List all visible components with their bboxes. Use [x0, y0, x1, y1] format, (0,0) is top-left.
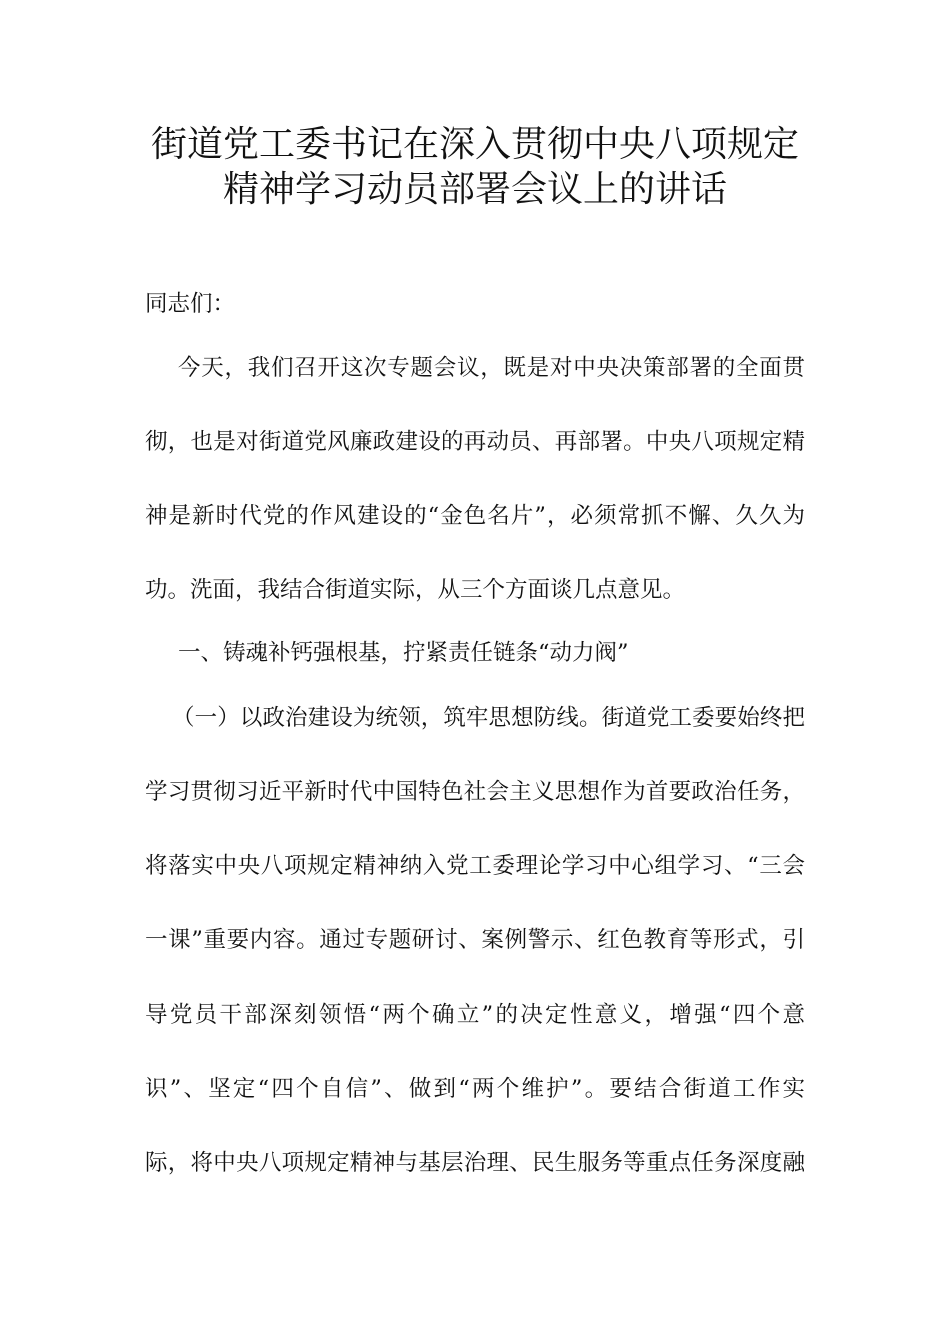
body-line: 将落实中央八项规定精神纳入党工委理论学习中心组学习、“三会: [145, 853, 805, 879]
document-title-line-2: 精神学习动员部署会议上的讲话: [222, 169, 727, 210]
body-line: 际，将中央八项规定精神与基层治理、民生服务等重点任务深度融: [145, 1150, 805, 1176]
document-title-line-1: 街道党工委书记在深入贯彻中央八项规定: [150, 124, 799, 165]
salutation: 同志们：: [145, 291, 236, 317]
body-line: 学习贯彻习近平新时代中国特色社会主义思想作为首要政治任务，: [145, 779, 805, 805]
body-line: 今天，我们召开这次专题会议，既是对中央决策部署的全面贯: [178, 355, 805, 381]
body-line: 神是新时代党的作风建设的“金色名片”，必须常抓不懈、久久为: [145, 503, 805, 529]
body-line: 彻，也是对街道党风廉政建设的再动员、再部署。中央八项规定精: [145, 429, 805, 455]
body-line: 识”、坚定“四个自信”、做到“两个维护”。要结合街道工作实: [145, 1076, 805, 1102]
body-line: 一课”重要内容。通过专题研讨、案例警示、红色教育等形式，引: [145, 927, 805, 953]
body-line: 导党员干部深刻领悟“两个确立”的决定性意义，增强“四个意: [145, 1002, 805, 1028]
body-line: 功。洗面，我结合街道实际，从三个方面谈几点意见。: [145, 577, 686, 603]
body-line: （一）以政治建设为统领，筑牢思想防线。街道党工委要始终把: [172, 705, 805, 731]
section-heading: 一、铸魂补钙强根基，拧紧责任链条“动力阀”: [178, 640, 629, 666]
